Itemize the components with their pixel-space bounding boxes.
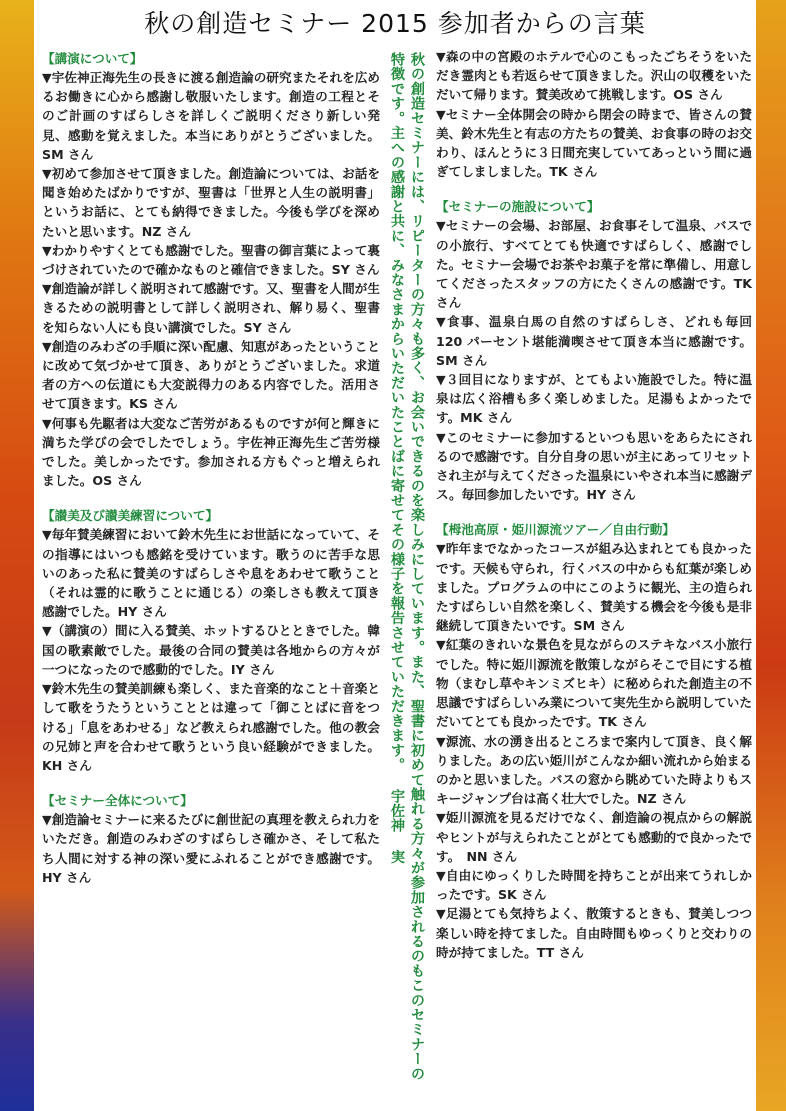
left-autumn-border — [0, 0, 34, 1111]
comment-entry: ▼昨年までなかったコースが組み込まれとても良かったです。天候も守られ，行くバスの中からも紅葉が楽しめました。プログラムの中にこのように観光、主の造られたすばらしい自然を楽しく、賛美する機会を今後も是非継続して頂きたいです。SM さん — [436, 541, 752, 634]
comment-entry: ▼初めて参加させて頂きました。創造論については、お話を聞き始めたばかりですが、聖書は「世界と人生の説明書」というお話に、とても納得できました。今後も学びを深めたいと思います。NZ さん — [42, 166, 380, 239]
section-heading-facility: 【セミナーの施設について】 — [436, 199, 600, 215]
right-column — [432, 47, 752, 1107]
comment-entry: ▼セミナー全体開会の時から閉会の時まで、皆さんの賛美、鈴木先生と有志の方たちの賛美、お食事の時のお交わり、ほんとうに３日間充実していてあっという間に過ぎてしましました。TK さん — [436, 106, 752, 180]
comment-entry: ▼源流、水の湧き出るところまで案内して頂き、良く解りました。あの広い姫川がこんなか細い流れから始まるのかと思いました。バスの窓から眺めていた時よりもスキージャンプ台は高く壮大でした。NZ さん — [436, 733, 752, 807]
comment-entry: ▼姫川源流を見るだけでなく、創造論の視点からの解説やヒントが与えられたことがとても感動的で良かったです。 NN さん — [436, 810, 752, 864]
section-heading-lecture: 【講演について】 — [42, 51, 143, 66]
comment-entry: ▼このセミナーに参加するといつも思いをあらたにされるので感謝です。自分自身の思いが主にあってリセットされ主が与えてくださった温泉にいやされ本当に感謝デス。毎回参加したいです。HY さん — [436, 429, 752, 503]
comment-entry: ▼紅葉のきれいな景色を見ながらのステキなバス小旅行でした。特に姫川源流を散策しながらそこで目にする植物（まむし草やキンミズヒキ）に秘められた創造主の不思議ですばらしいみ業について実先生から説明していただいてとても良かったです。TK さん — [436, 637, 752, 730]
section-heading-tour: 【栂池高原・姫川源流ツアー／自由行動】 — [436, 522, 675, 538]
comment-entry: ▼わかりやすくとても感謝でした。聖書の御言葉によって裏づけされていたので確かなものと確信できました。SY さん — [42, 242, 380, 278]
comment-entry: ▼毎年賛美練習において鈴木先生にお世話になっていて、その指導にはいつも感銘を受けています。歌うのに苦手な思いのあった私に賛美のすばらしさや息をあわせて歌うこと（それは霊的に歌うことに通じる）の楽しさも教えて頂き感謝でした。HY さん — [42, 527, 380, 620]
vertical-intro-message: 秋の創造セミナーには、リピーターの方々も多く、お会いできるのを楽しみにしています。また、聖書に初めて触れる方々が参加されるのもこのセミナーの特徴です。主への感謝と共に、みなさまからいただいたことばに寄せてその様子を報告させていただきます。 宇佐神 実 — [389, 52, 425, 1081]
section-heading-hymn: 【讃美及び讃美練習について】 — [42, 508, 219, 524]
comment-entry: ▼鈴木先生の賛美訓練も楽しく、また音楽的なこと＋音楽として歌をうたうということとは違って「御ことばに音をつける」「息をあわせる」など教えられ感謝でした。他の教会の兄姉と声を合わせて歌うという良い経験ができました。KH さん — [42, 681, 380, 773]
page-title: 秋の創造セミナー 2015 参加者からの言葉 — [144, 9, 646, 38]
left-column — [38, 47, 380, 1107]
comment-entry: ▼（講演の）間に入る賛美、ホットするひとときでした。韓国の歌素敵でした。最後の合同の賛美は各地からの方々が一つになったので感動的でした。IY さん — [42, 623, 380, 677]
comment-entry: ▼食事、温泉白馬の自然のすばらしさ、どれも毎回 120 パーセント堪能満喫させて頂き本当に感謝です。SM さん — [436, 314, 752, 368]
comment-entry: ▼宇佐神正海先生の長きに渡る創造論の研究またそれを広めるお働きに心から感謝し敬服いたします。創造の工程とそのご計画のすばらしさを詳しくご説明くださり新しい発見、感動を覚えました。本当にありがとうございました。SM さん — [42, 70, 380, 162]
comment-entry: ▼３回目になりますが、とてもよい施設でした。特に温泉は広く浴槽も多く楽しめました。足湯もよかったです。MK さん — [436, 372, 752, 426]
right-autumn-border — [756, 0, 786, 1111]
comment-entry: ▼森の中の宮殿のホテルで心のこもったごちそうをいただき霊肉とも若返らせて頂きました。沢山の収穫をいただいて帰ります。賛美改めて挑戦します。OS さん — [436, 49, 752, 103]
section-heading-overall: 【セミナー全体について】 — [42, 793, 193, 809]
comment-entry: ▼自由にゆっくりした時間を持ちことが出来てうれしかったです。SK さん — [436, 867, 752, 903]
comment-entry: ▼創造論セミナーに来るたびに創世記の真理を教えられ力をいただき。創造のみわざのすばらしさ確かさ、そして私たち人間に対する神の深い愛にふれることができ感謝です。HY さん — [42, 812, 380, 885]
comment-entry: ▼セミナーの会場、お部屋、お食事そして温泉、バスでの小旅行、すべてとても快適ですばらしく、感謝でした。セミナー会場でお茶やお菓子を常に準備し、用意してくださったスタッフの方にたくさんの感謝です。TK さん — [436, 218, 752, 311]
comment-entry: ▼創造のみわざの手順に深い配慮、知恵があったということに改めて気づかせて頂き、ありがとうございました。求道者の方への伝道にも大変説得力のある内容でした。活用させて頂きます。KS さん — [42, 338, 380, 412]
comment-entry: ▼足湯とても気持ちよく、散策するときも、賛美しつつ楽しい時を持てました。自由時間もゆっくりと交わりの時が持てました。TT さん — [436, 906, 752, 960]
comment-entry: ▼創造論が詳しく説明されて感謝です。又、聖書を人間が生きるための説明書として詳しく説明され、解り易く、聖書を知らない人にも良い講演でした。SY さん — [42, 281, 380, 335]
comment-entry: ▼何事も先駆者は大変なご苦労があるものですが何と輝きに満ちた学びの会でしたでしょう。宇佐神正海先生ご苦労様でした。美しかったです。参加される方もぐっと増えられました。OS さん — [42, 415, 380, 489]
